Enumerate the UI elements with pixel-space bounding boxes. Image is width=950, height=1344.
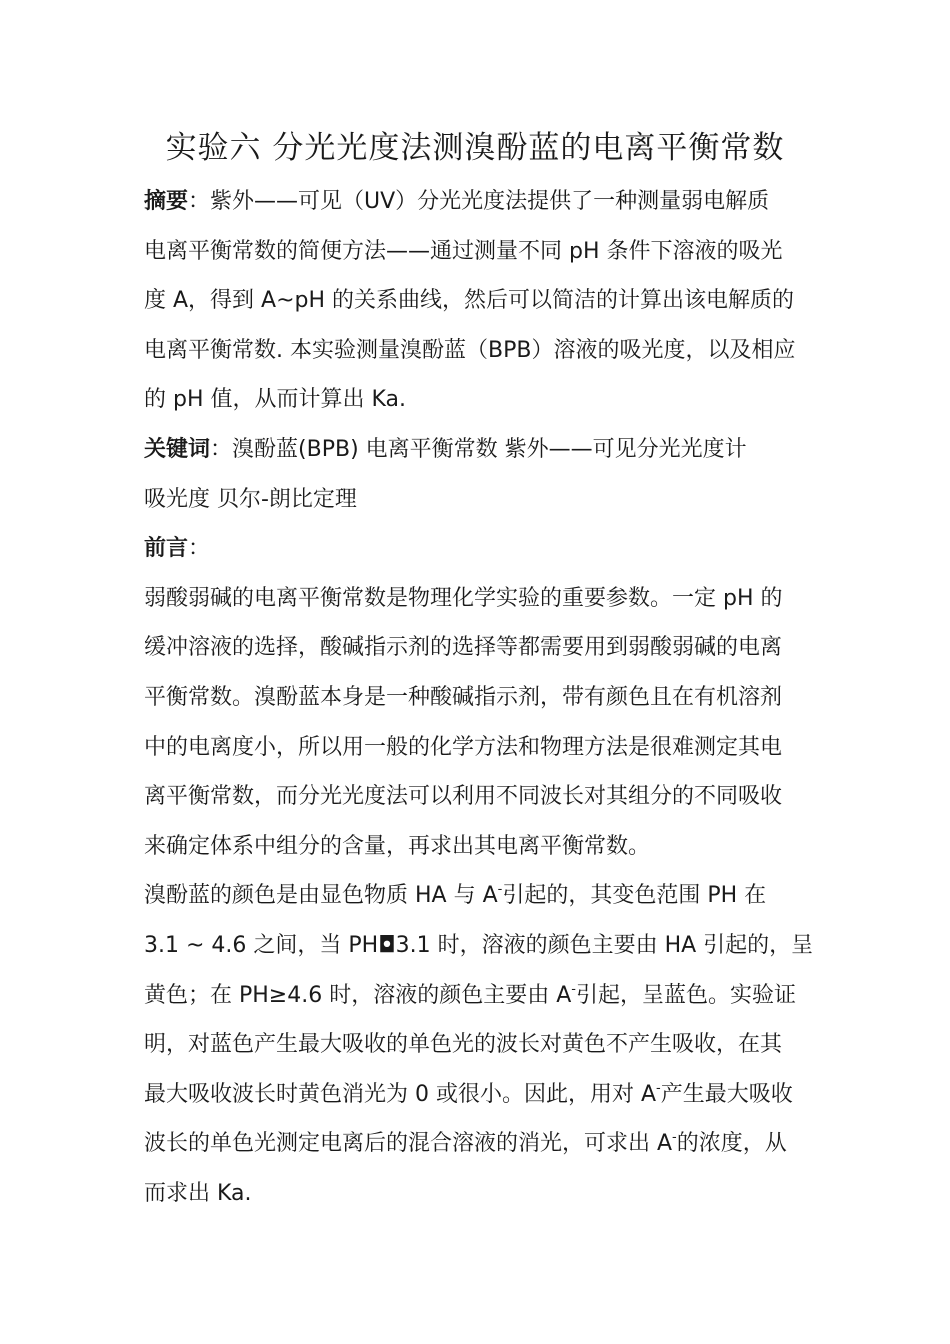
preface-para2-line-6 <box>144 1119 809 1169</box>
inequality-symbol: ◘ <box>378 932 396 958</box>
abstract-line-4: 电离平衡常数. 本实验测量溴酚蓝（BPB）溶液的吸光度，以及相应 <box>144 337 796 363</box>
preface-para2-line-5 <box>144 1070 809 1120</box>
preface-para2-line-3 <box>144 971 809 1021</box>
abstract-heading: 摘要 <box>144 189 189 214</box>
abstract-text: 紫外——可见（UV）分光光度法提供了一种测量弱电解质 <box>210 189 770 214</box>
document-body <box>144 177 814 1218</box>
preface-para1-line-3: 平衡常数。溴酚蓝本身是一种酸碱指示剂，带有颜色且在有机溶剂 <box>144 684 783 710</box>
document-title: 实验六 分光光度法测溴酚蓝的电离平衡常数 <box>165 130 785 166</box>
preface-para2-line-2 <box>144 921 814 971</box>
superscript-minus: - <box>656 1080 661 1096</box>
preface-para1-line-6: 来确定体系中组分的含量，再求出其电离平衡常数。 <box>144 833 651 859</box>
keywords-heading: 关键词 <box>144 436 211 462</box>
preface-para1-line-4: 中的电离度小，所以用一般的化学方法和物理方法是很难测定其电 <box>144 734 783 760</box>
preface-para2-line-4: 明，对蓝色产生最大吸收的单色光的波长对黄色不产生吸收，在其 <box>144 1032 783 1058</box>
para2-text-a: 最大吸收波长时黄色消光为 0 或很小。因此，用对 A <box>144 1081 657 1107</box>
preface-para1-line-1: 弱酸弱碱的电离平衡常数是物理化学实验的重要参数。一定 pH 的 <box>144 585 783 611</box>
abstract-line-1 <box>144 177 809 227</box>
superscript-minus: - <box>571 981 576 997</box>
preface-para1-line-5: 离平衡常数，而分光光度法可以利用不同波长对其组分的不同吸收 <box>144 784 783 810</box>
para2-text-b: 产生最大吸收 <box>660 1081 793 1107</box>
para2-text-a: 波长的单色光测定电离后的混合溶液的消光，可求出 A <box>144 1131 673 1157</box>
keywords-text: 溴酚蓝(BPB) 电离平衡常数 紫外——可见分光光度计 <box>232 436 747 462</box>
para2-text-b: 引起的，其变色范围 PH 在 <box>502 883 767 909</box>
para2-text-b: 的浓度，从 <box>676 1131 787 1157</box>
preface-para2-line-7: 而求出 Ka. <box>144 1180 252 1206</box>
abstract-line-3: 度 A，得到 A~pH 的关系曲线，然后可以简洁的计算出该电解质的 <box>144 288 795 314</box>
superscript-minus: - <box>672 1130 677 1146</box>
abstract-colon: ： <box>188 189 211 214</box>
abstract-line-2: 电离平衡常数的简便方法——通过测量不同 pH 条件下溶液的吸光 <box>144 238 783 264</box>
para2-text-a: 溴酚蓝的颜色是由显色物质 HA 与 A <box>144 883 498 909</box>
para2-text-a: 黄色；在 PH≥4.6 时，溶液的颜色主要由 A <box>144 982 572 1008</box>
para2-text-a: 3.1 ~ 4.6 之间，当 PH <box>144 932 379 958</box>
para2-text-b: 3.1 时，溶液的颜色主要由 HA 引起的，呈 <box>395 932 814 958</box>
keywords-line-2: 吸光度 贝尔-朗比定理 <box>144 486 357 512</box>
para2-text-b: 引起，呈蓝色。实验证 <box>575 982 796 1008</box>
preface-heading: 前言 <box>144 536 189 562</box>
keywords-line-1 <box>144 425 809 475</box>
preface-para1-line-2: 缓冲溶液的选择，酸碱指示剂的选择等都需要用到弱酸弱碱的电离 <box>144 635 783 661</box>
preface-para2-line-1 <box>144 871 809 921</box>
superscript-minus: - <box>497 882 503 898</box>
preface-heading-line <box>144 524 809 574</box>
keywords-colon: ： <box>210 436 233 462</box>
abstract-line-5: 的 pH 值，从而计算出 Ka. <box>144 387 407 413</box>
preface-colon: ： <box>188 536 211 562</box>
